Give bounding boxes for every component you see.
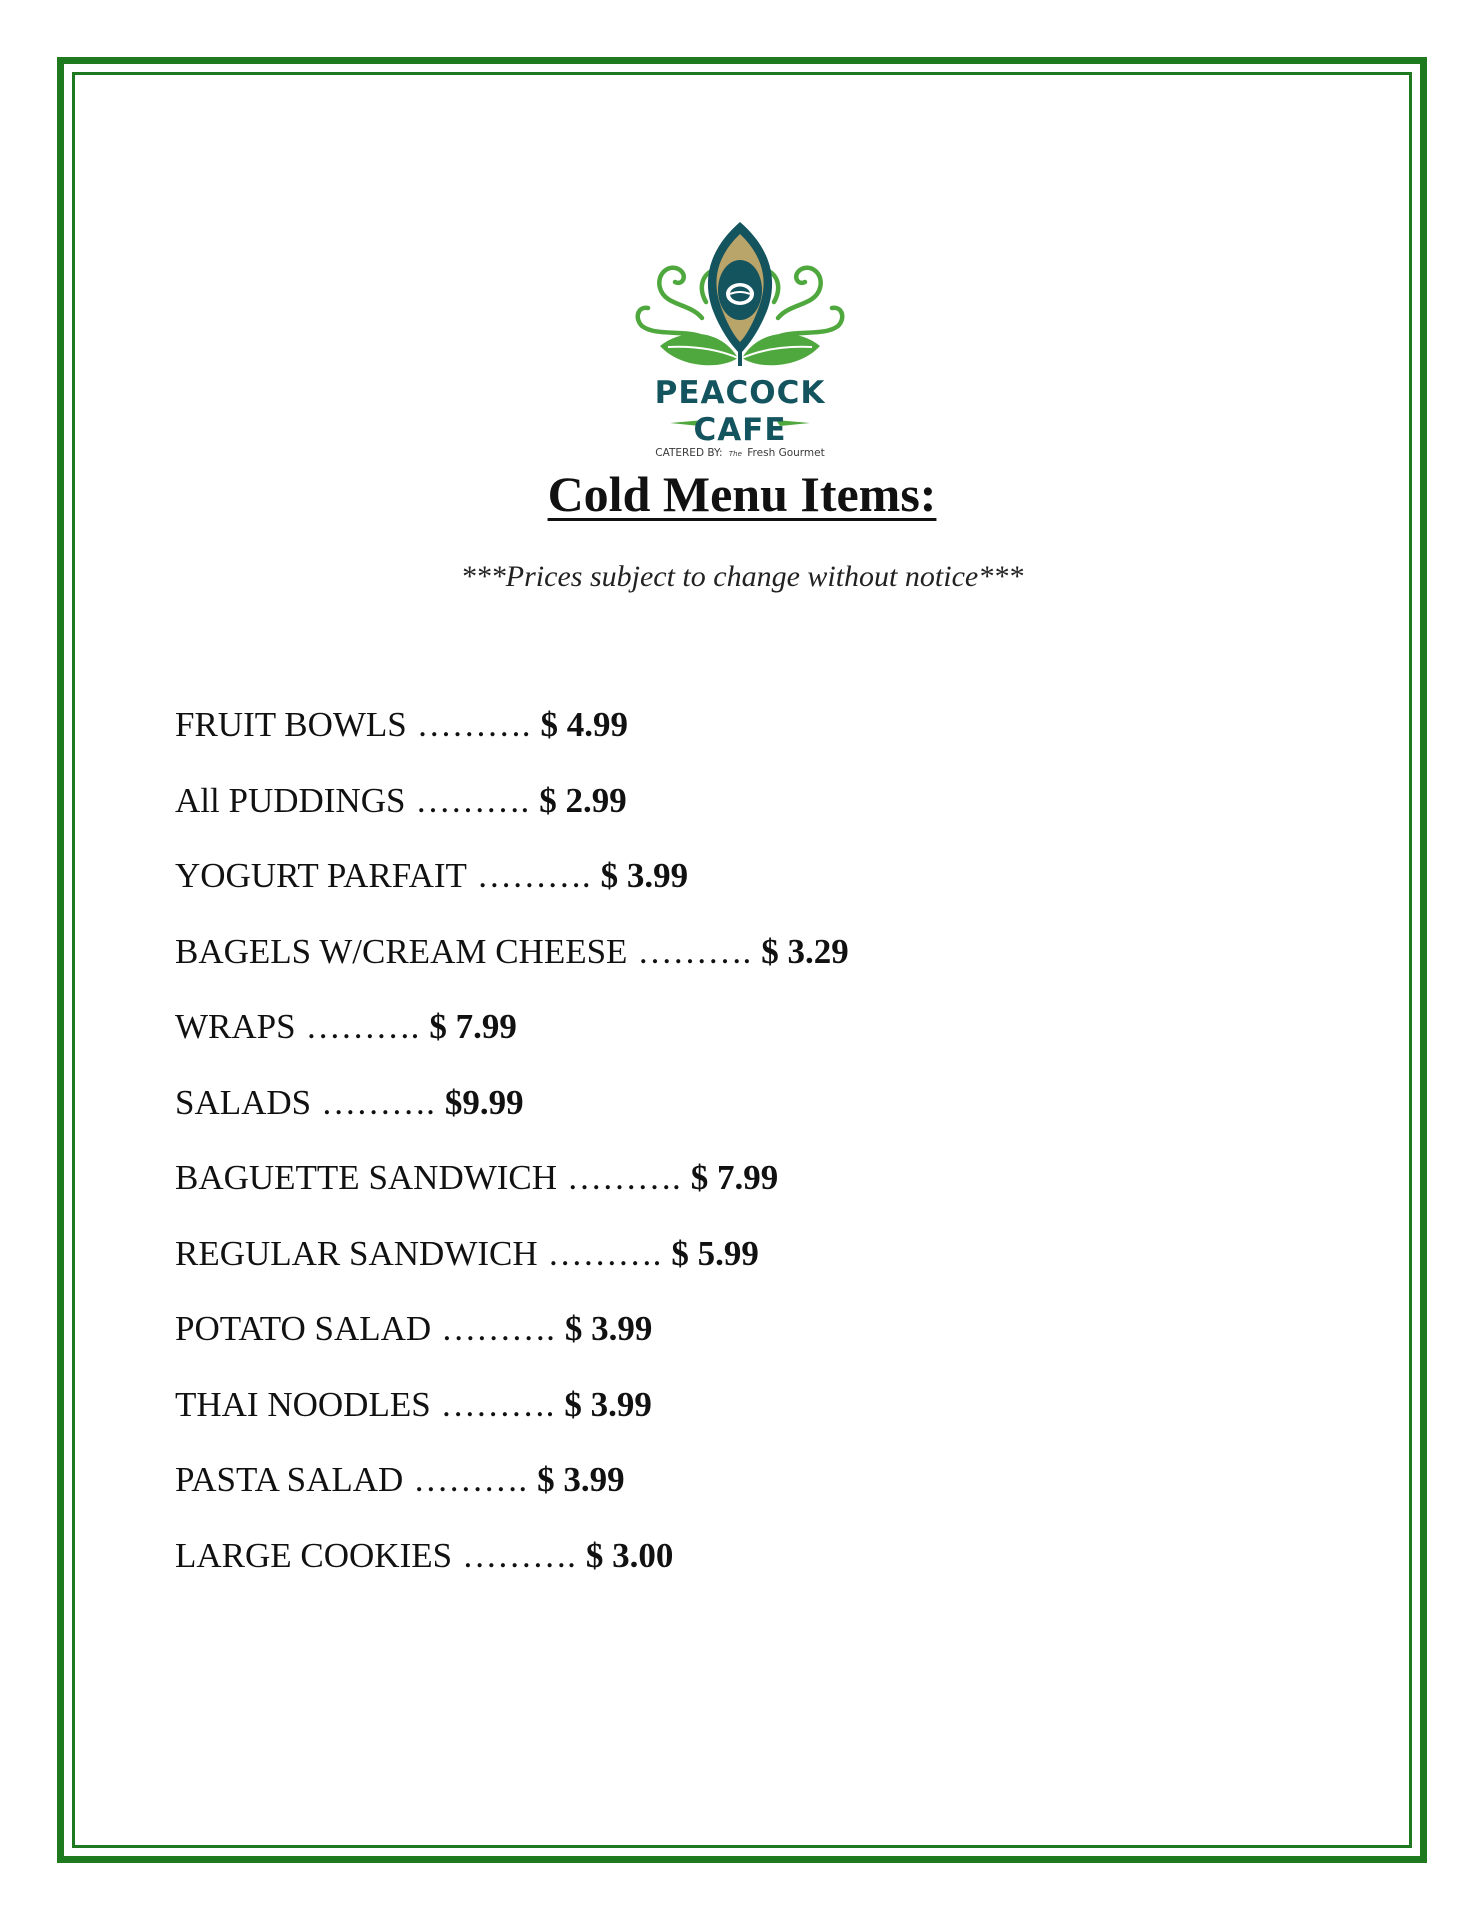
menu-item bbox=[175, 780, 849, 856]
logo-name-line2: CAFE bbox=[693, 412, 787, 448]
menu-item bbox=[175, 1082, 849, 1158]
catered-by-label: CATERED BY: bbox=[655, 447, 723, 458]
menu-item-price: $ 5.99 bbox=[671, 1233, 759, 1273]
menu-item-price: $ 3.99 bbox=[537, 1460, 625, 1499]
menu-item-price: $ 3.29 bbox=[761, 931, 849, 971]
logo-name-line1: PEACOCK bbox=[654, 375, 826, 411]
menu-item-name: BAGUETTE SANDWICH bbox=[175, 1158, 558, 1197]
menu-item-price: $ 7.99 bbox=[429, 1007, 517, 1046]
menu-item-name: SALADS bbox=[175, 1082, 312, 1122]
menu-list bbox=[175, 704, 849, 1610]
menu-item-name: REGULAR SANDWICH bbox=[175, 1233, 538, 1273]
menu-item-leader-dots: ………. bbox=[441, 1309, 555, 1348]
menu-item bbox=[175, 704, 849, 780]
menu-item-price: $ 4.99 bbox=[540, 705, 628, 744]
menu-item-name: All PUDDINGS bbox=[175, 780, 406, 820]
menu-item bbox=[175, 1308, 849, 1384]
menu-item-name: FRUIT BOWLS bbox=[175, 705, 407, 744]
menu-item-leader-dots: ………. bbox=[476, 856, 591, 895]
menu-item bbox=[175, 1157, 849, 1233]
menu-item-leader-dots: ………. bbox=[321, 1082, 435, 1122]
menu-item-name: BAGELS W/CREAM CHEESE bbox=[175, 931, 628, 971]
menu-item-price: $ 3.99 bbox=[600, 856, 689, 895]
menu-item bbox=[175, 1384, 849, 1460]
menu-item-name: WRAPS bbox=[175, 1007, 296, 1046]
menu-item-leader-dots: ………. bbox=[567, 1158, 681, 1197]
peacock-cafe-logo bbox=[620, 218, 860, 458]
menu-item-name: POTATO SALAD bbox=[175, 1309, 432, 1348]
menu-item-price: $ 3.99 bbox=[564, 1384, 652, 1424]
logo-caterer-line bbox=[655, 447, 824, 458]
menu-item-name: YOGURT PARFAIT bbox=[175, 856, 467, 895]
menu-item-price: $ 3.99 bbox=[564, 1309, 653, 1348]
menu-item-leader-dots: ………. bbox=[462, 1535, 576, 1575]
menu-item-leader-dots: ………. bbox=[440, 1384, 555, 1424]
menu-item-leader-dots: ………. bbox=[416, 705, 531, 744]
menu-item-leader-dots: ………. bbox=[413, 1460, 528, 1499]
menu-item-leader-dots: ………. bbox=[637, 931, 752, 971]
price-notice: ***Prices subject to change without notice*** bbox=[460, 560, 1024, 593]
menu-item-leader-dots: ………. bbox=[547, 1233, 662, 1273]
menu-item-leader-dots: ………. bbox=[305, 1007, 420, 1046]
menu-item bbox=[175, 931, 849, 1007]
menu-item bbox=[175, 1459, 849, 1535]
menu-item bbox=[175, 1233, 849, 1309]
menu-item-name: PASTA SALAD bbox=[175, 1460, 404, 1499]
caterer-prefix: The bbox=[728, 450, 742, 458]
menu-item-price: $ 3.00 bbox=[585, 1535, 674, 1575]
menu-item-name: THAI NOODLES bbox=[175, 1384, 431, 1424]
menu-item-name: LARGE COOKIES bbox=[175, 1535, 453, 1575]
menu-item bbox=[175, 1006, 849, 1082]
menu-item bbox=[175, 855, 849, 931]
caterer-name: Fresh Gourmet bbox=[747, 447, 825, 458]
page-title: Cold Menu Items: bbox=[547, 466, 937, 522]
menu-item-price: $ 2.99 bbox=[539, 780, 627, 820]
menu-item-price: $9.99 bbox=[444, 1082, 524, 1122]
menu-item bbox=[175, 1535, 849, 1611]
menu-item-price: $ 7.99 bbox=[690, 1158, 779, 1197]
menu-item-leader-dots: ………. bbox=[415, 780, 530, 820]
